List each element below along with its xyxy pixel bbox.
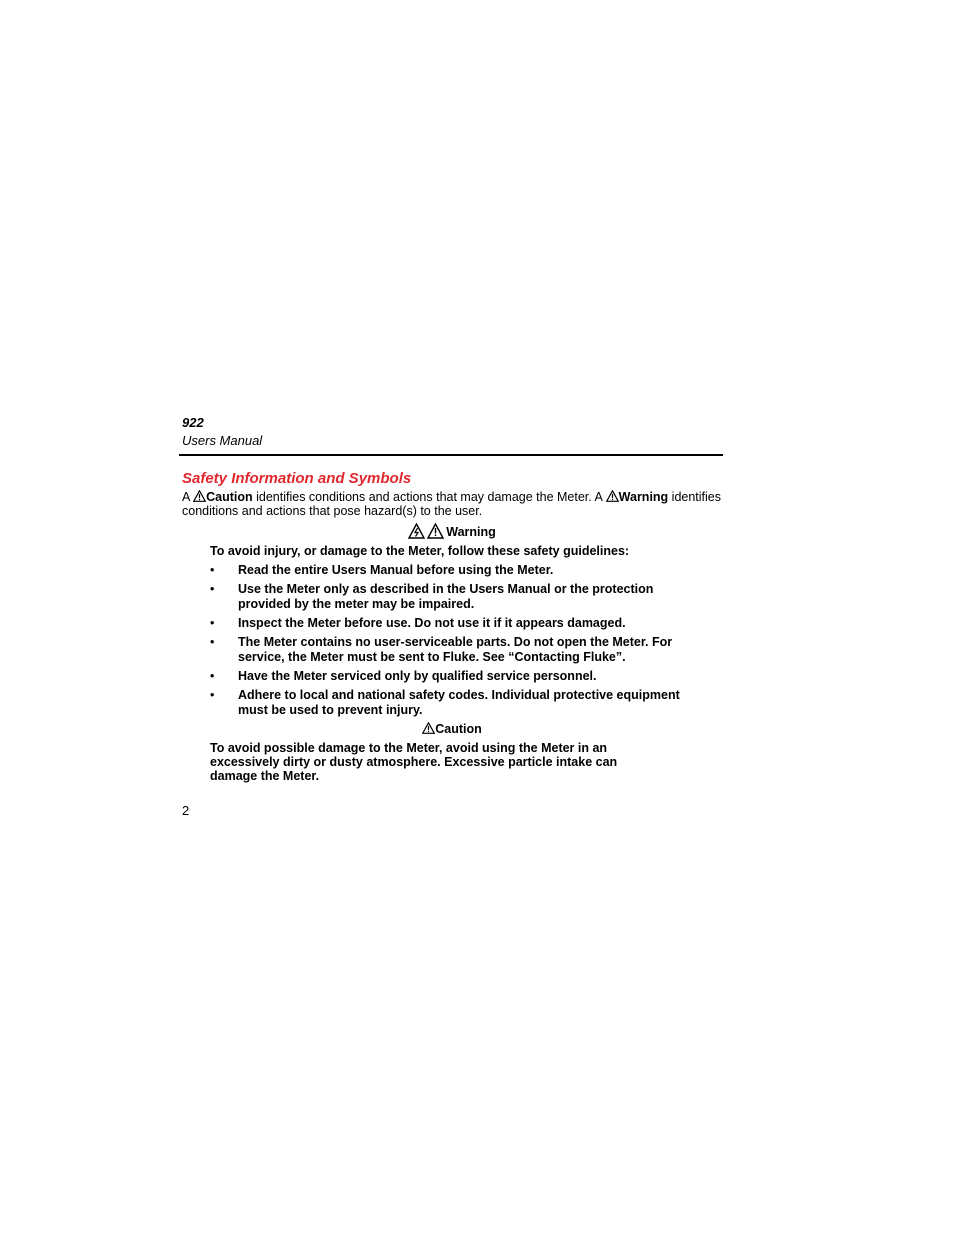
manual-title: Users Manual	[182, 433, 263, 448]
list-item-text: The Meter contains no user-serviceable parts. Do not open the Meter. For service, the Meter must be sent to Fluke. See “Contacting Fluke”.	[238, 635, 673, 664]
bullet-glyph: •	[210, 582, 215, 596]
section-title: Safety Information and Symbols	[182, 470, 412, 487]
warning-triangle-icon	[193, 490, 206, 502]
header-divider	[179, 454, 723, 456]
page-number: 2	[182, 803, 190, 818]
list-item-text: Have the Meter serviced only by qualified service personnel.	[238, 669, 597, 683]
warning-triangle-icon	[606, 490, 619, 502]
electric-shock-triangle-icon	[408, 523, 425, 539]
list-item	[210, 688, 700, 718]
intro-paragraph	[182, 490, 727, 518]
warning-lead: To avoid injury, or damage to the Meter, follow these safety guidelines:	[210, 544, 630, 558]
bullet-glyph: •	[210, 688, 215, 702]
list-item	[210, 563, 700, 578]
bullet-glyph: •	[210, 563, 215, 577]
caution-text: To avoid possible damage to the Meter, avoid using the Meter in an excessively dirty or dusty atmosphere. Excessive particle intake can damage the Meter.	[210, 741, 618, 783]
bullet-glyph: •	[210, 669, 215, 683]
intro-text-end: identifies conditions and actions that pose hazard(s) to the user.	[182, 490, 721, 518]
warning-triangle-icon	[422, 722, 435, 734]
caution-heading-label: Caution	[435, 722, 482, 736]
list-item-text: Inspect the Meter before use. Do not use it if it appears damaged.	[238, 616, 626, 630]
model-number: 922	[182, 415, 204, 430]
list-item-text: Use the Meter only as described in the Users Manual or the protection provided by the meter may be impaired.	[238, 582, 654, 611]
list-item-text: Read the entire Users Manual before using the Meter.	[238, 563, 554, 577]
intro-caution-term: Caution	[206, 490, 253, 504]
intro-warning-term: Warning	[618, 490, 669, 504]
warning-list	[210, 563, 700, 722]
list-item	[210, 616, 700, 631]
bullet-glyph: •	[210, 635, 215, 649]
warning-triangle-icon	[427, 523, 444, 539]
bullet-glyph: •	[210, 616, 215, 630]
list-item	[210, 635, 700, 665]
intro-text-start: A	[182, 490, 194, 504]
list-item	[210, 669, 700, 684]
warning-heading-label: Warning	[446, 525, 496, 539]
list-item-text: Adhere to local and national safety codes. Individual protective equipment must be used to prevent injury.	[238, 688, 680, 717]
warning-heading	[0, 523, 904, 539]
caution-heading	[0, 722, 904, 736]
intro-text-middle: identifies conditions and actions that may damage the Meter. A	[252, 490, 606, 504]
list-item	[210, 582, 700, 612]
